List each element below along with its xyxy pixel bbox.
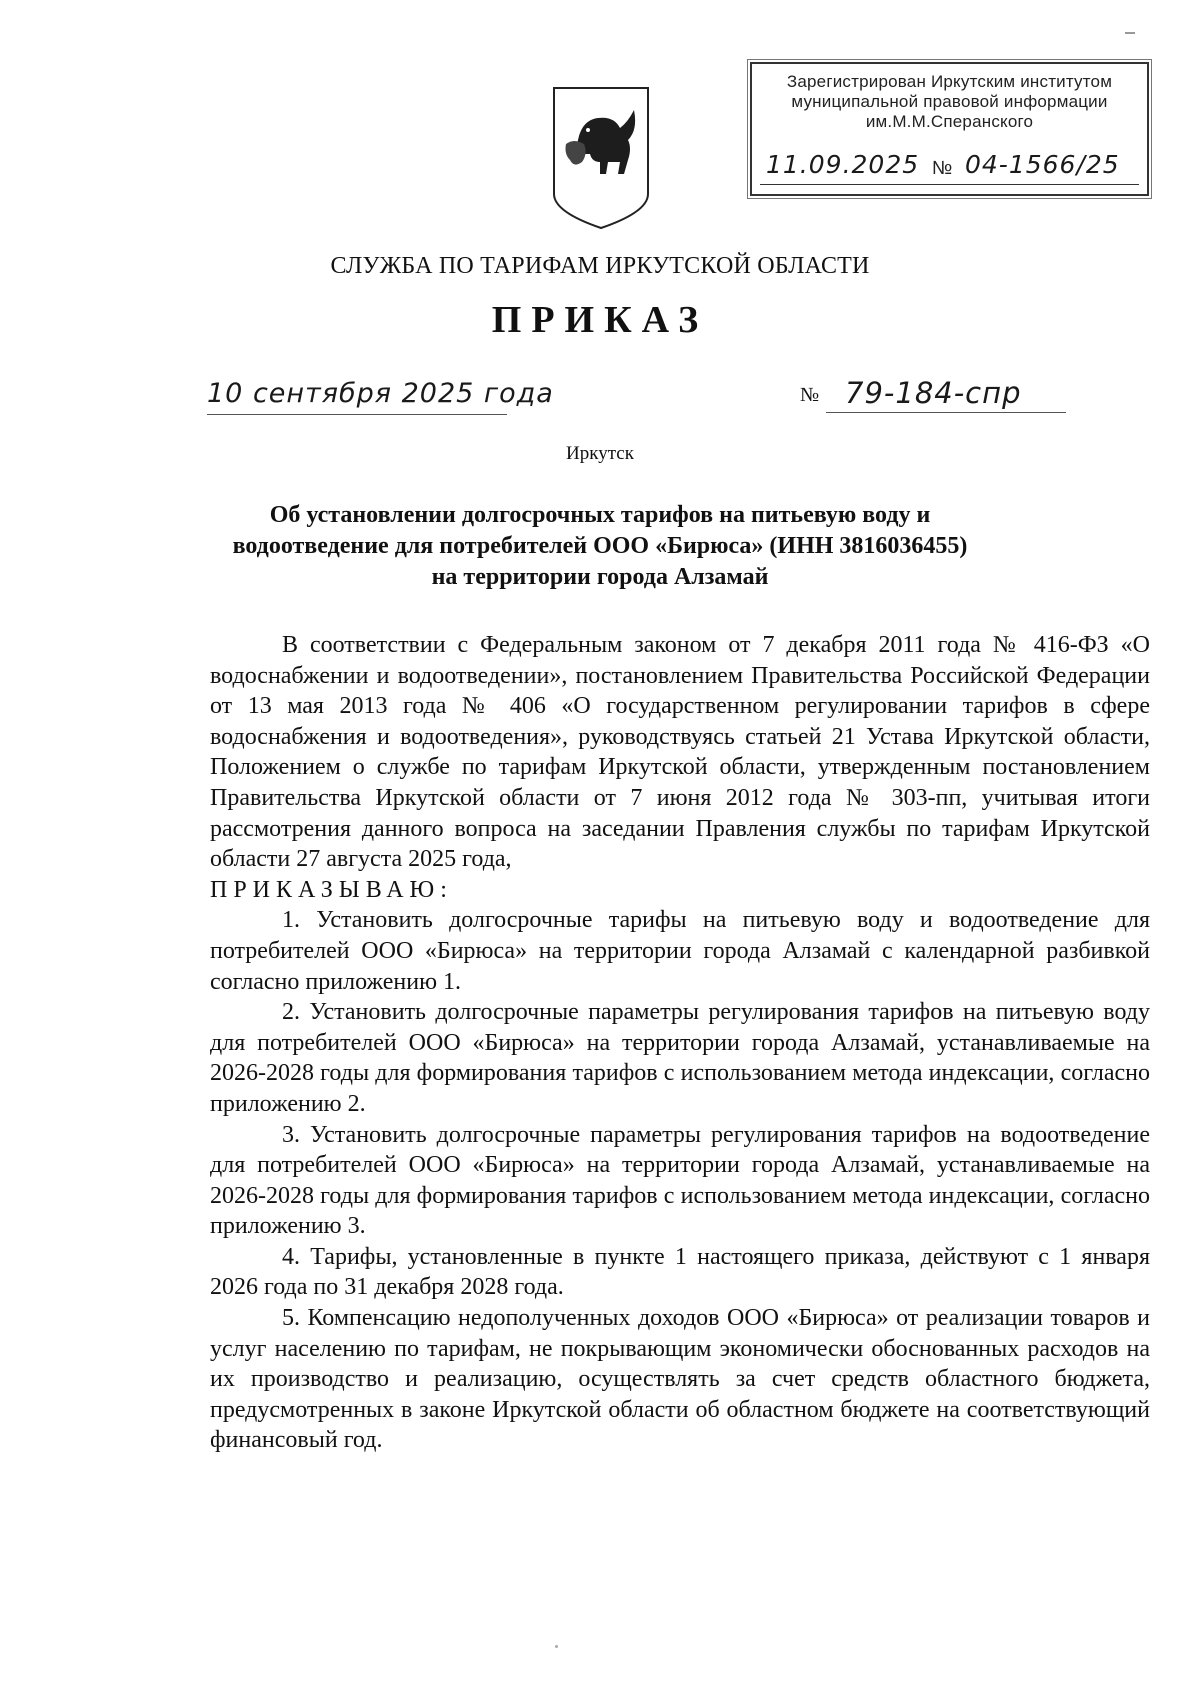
stamp-line-3: им.М.М.Сперанского [865,112,1034,131]
agency-name: СЛУЖБА ПО ТАРИФАМ ИРКУТСКОЙ ОБЛАСТИ [330,253,870,279]
subject-line-3: на территории города Алзамай [431,564,769,590]
scan-dot [555,1645,558,1648]
stamp-registration-line [760,150,1139,185]
order-item-4: 4. Тарифы, установленные в пункте 1 настоящего приказа, действуют с 1 января 2026 года по 31 декабря 2028 года. [210,1243,1150,1301]
document-type-title: ПРИКАЗ [491,299,709,341]
stamp-line-2: муниципальной правовой информации [791,92,1108,111]
order-number-sign: № [800,384,820,406]
stamp-reg-date: 11.09.2025 [766,150,920,179]
order-item-3: 3. Установить долгосрочные параметры регулирования тарифов на водоотведение для потребителей ООО «Бирюса» на территории города Алзамай, устанавливаемые на 2026-2028 годы для формирования тарифов с использованием метода индексации, согласно приложению 3. [210,1121,1150,1240]
order-body [210,630,1150,1456]
number-underline [826,412,1066,413]
order-directive: ПРИКАЗЫВАЮ: [210,876,453,903]
coat-of-arms-icon [548,82,654,232]
stamp-reg-number: 04-1566/25 [965,150,1120,179]
scan-mark [1125,32,1135,34]
stamp-number-sign: № [932,158,953,179]
order-item-5: 5. Компенсацию недополученных доходов ООО «Бирюса» от реализации товаров и услуг населению по тарифам, не покрывающим экономически обоснованных расходов на их производство и реализацию, осуществлять за счет средств областного бюджета, предусмотренных в законе Иркутской области об областном бюджете на соответствующий финансовый год. [210,1305,1150,1454]
order-number: 79-184-спр [845,376,1022,410]
order-item-2: 2. Установить долгосрочные параметры регулирования тарифов на питьевую воду для потребителей ООО «Бирюса» на территории города Алзамай, устанавливаемые на 2026-2028 годы для формирования тарифов с использованием метода индексации, согласно приложению 2. [210,999,1150,1117]
registration-stamp [750,62,1149,196]
preamble-paragraph: В соответствии с Федеральным законом от 7 декабря 2011 года № 416-ФЗ «О водоснабжении и водоотведении», постановлением Правительства Российской Федерации от 13 мая 2013 года № 406 «О государственном регулировании тарифов в сфере водоснабжения и водоотведения», руководствуясь статьей 21 Устава Иркутской области, Положением о службе по тарифам Иркутской области, утвержденным постановлением Правительства Иркутской области от 7 июня 2012 года № 303-пп, учитывая итоги рассмотрения данного вопроса на заседании Правления службы по тарифам Иркутской области 27 августа 2025 года, [210,632,1150,873]
order-item-1: 1. Установить долгосрочные тарифы на питьевую воду и водоотведение для потребителей ООО «Бирюса» на территории города Алзамай с календарной разбивкой согласно приложению 1. [210,907,1150,995]
date-underline [207,414,507,415]
order-date: 10 сентября 2025 года [207,378,554,409]
subject-line-2: водоотведение для потребителей ООО «Бирюса» (ИНН 3816036455) [232,533,968,559]
order-subject [210,500,990,593]
stamp-line-1: Зарегистрирован Иркутским институтом [786,72,1113,91]
city-name: Иркутск [566,443,634,464]
subject-line-1: Об установлении долгосрочных тарифов на питьевую воду и [269,502,931,528]
